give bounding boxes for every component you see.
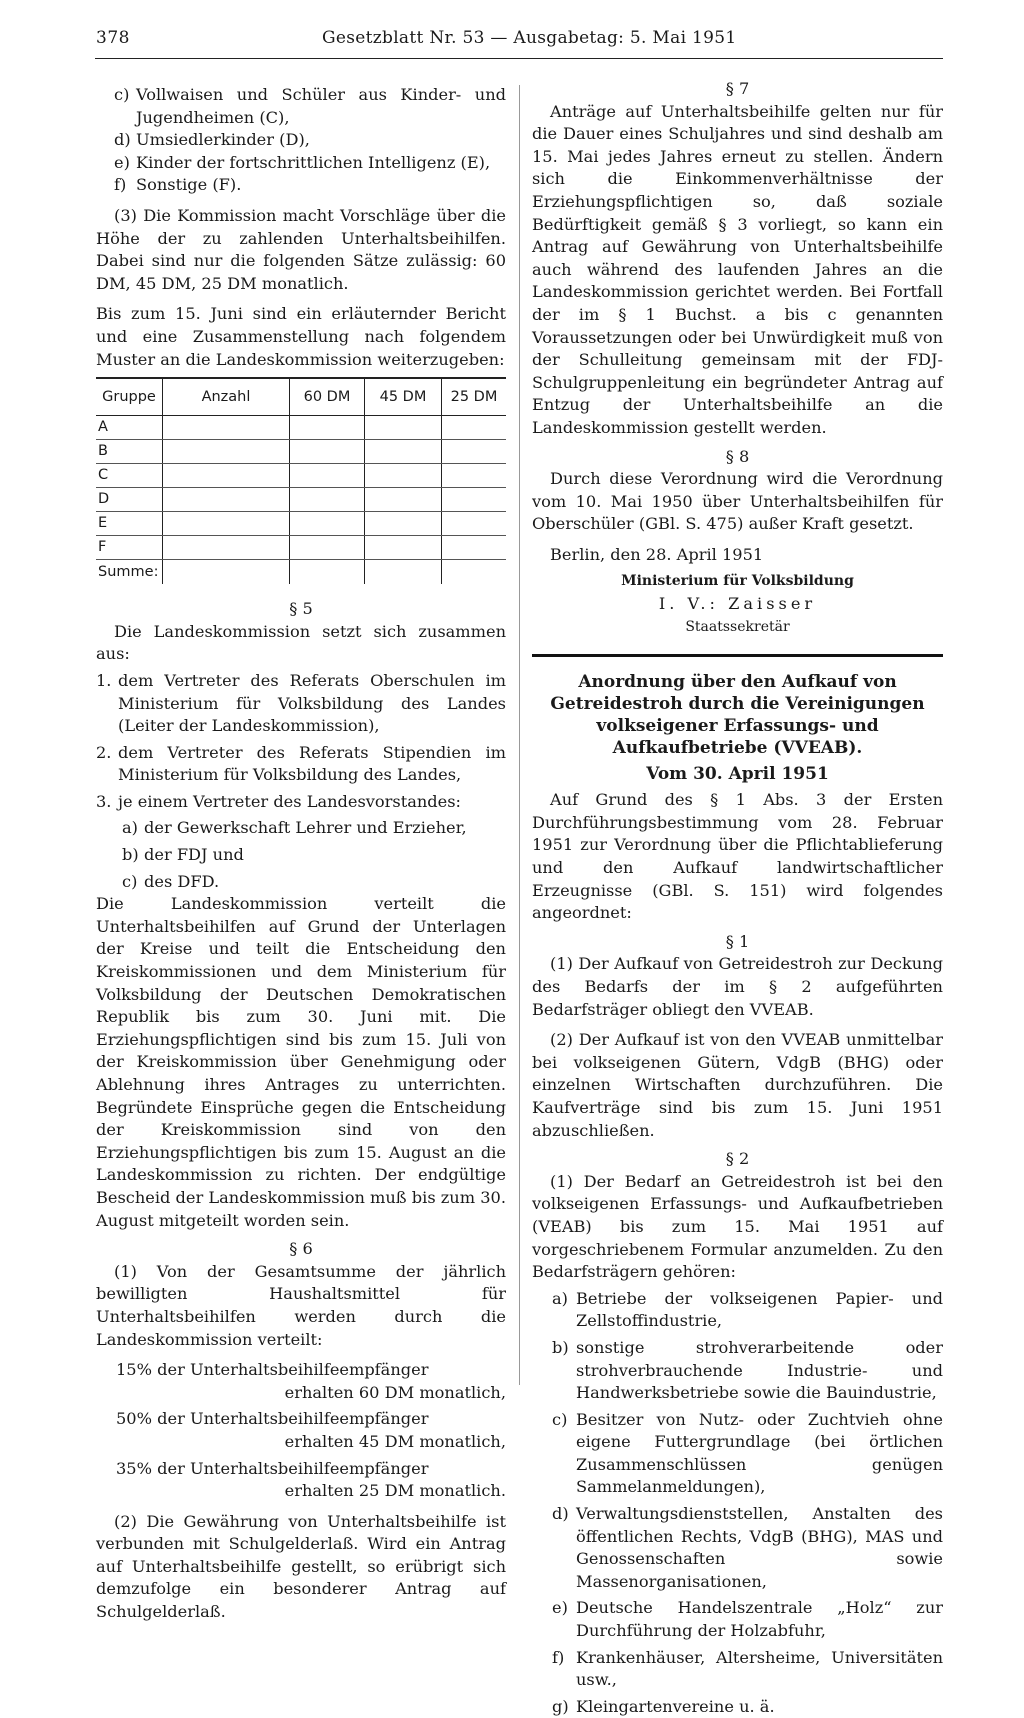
section-rule xyxy=(532,654,943,657)
list-item: c) Vollwaisen und Schüler aus Kinder- und Jugendheimen (C), xyxy=(114,85,506,127)
sub-item: b) der FDJ und xyxy=(122,845,244,865)
left-column xyxy=(96,84,506,1624)
right-column xyxy=(532,78,943,1718)
preamble: Auf Grund des § 1 Abs. 3 der Ersten Durchführungsbestimmung vom 28. Februar 1951 zur Verordnung über die Pflichtablieferung und den Aufkauf landwirtschaftlicher Erzeugnisse (GBl. S. 151) wird folgendes angeordnet: xyxy=(532,790,943,923)
sub-item: c) des DFD. xyxy=(122,871,220,891)
section-heading: § 7 xyxy=(725,79,750,98)
table-row: C xyxy=(96,464,506,488)
list-item: g) Kleingartenvereine u. ä. xyxy=(552,1696,775,1716)
table-row: A xyxy=(96,416,506,440)
quota-entry: 50% der Unterhaltsbeihilfeempfänger erhalten 45 DM monatlich, xyxy=(116,1409,506,1451)
list-item: 1. dem Vertreter des Referats Oberschulen im Ministerium für Volksbildung des Landes (Leiter der Landeskommission), xyxy=(96,670,506,736)
list-item: f) Sonstige (F). xyxy=(114,175,242,195)
table-header: 60 DM xyxy=(290,378,365,416)
table-header: 25 DM xyxy=(442,378,507,416)
list-item: e) Kinder der fortschrittlichen Intelligenz (E), xyxy=(114,152,491,172)
sub-item: a) der Gewerkschaft Lehrer und Erzieher, xyxy=(122,818,467,838)
list-item: 2. dem Vertreter des Referats Stipendien im Ministerium für Volksbildung des Landes, xyxy=(96,742,506,785)
list-item: d) Verwaltungsdienststellen, Anstalten des öffentlichen Rechts, VdgB (BHG), MAS und Genossenschaften sowie Massenorganisationen, xyxy=(552,1504,943,1591)
paragraph: Die Landeskommission setzt sich zusammen aus: xyxy=(96,621,506,664)
section-heading: § 8 xyxy=(725,446,750,466)
table-header: 45 DM xyxy=(365,378,442,416)
table-row: D xyxy=(96,488,506,512)
signer: I. V.: Zaisser xyxy=(658,594,817,614)
paragraph: (3) Die Kommission macht Vorschläge über die Höhe der zu zahlenden Unterhaltsbeihilfen. Dabei sind nur die folgenden Sätze zulässig: 60 DM, 45 DM, 25 DM monatlich. xyxy=(96,205,506,293)
table-row: F xyxy=(96,536,506,560)
document-title: Anordnung über den Aufkauf von Getreidestroh durch die Vereinigungen volkseigener Erfassungs- und Aufkaufbetriebe (VVEAB). xyxy=(550,672,925,759)
paragraph: (2) Die Gewährung von Unterhaltsbeihilfe ist verbunden mit Schulgelderlaß. Wird ein Antrag auf Unterhaltsbeihilfe gestellt, so erübrigt sich demzufolge ein besonderer Antrag auf Schulgelderlaß. xyxy=(96,1511,506,1622)
paragraph: Bis zum 15. Juni sind ein erläuternder Bericht und eine Zusammenstellung nach folgendem Muster an die Landeskommission weiterzugeben: xyxy=(96,304,506,369)
paragraph: Durch diese Verordnung wird die Verordnung vom 10. Mai 1950 über Unterhaltsbeihilfen für Oberschüler (GBl. S. 475) außer Kraft gesetzt. xyxy=(532,469,943,534)
section-heading: § 5 xyxy=(289,599,313,619)
list-item: c) Besitzer von Nutz- oder Zuchtvieh ohne eigene Futtergrundlage (bei örtlichen Zusammenschlüssen genügen Sammelanmeldungen), xyxy=(552,1409,943,1497)
place-date: Berlin, den 28. April 1951 xyxy=(550,544,764,564)
header-rule xyxy=(95,58,943,59)
paragraph: Anträge auf Unterhaltsbeihilfe gelten nur für die Dauer eines Schuljahres und sind deshalb am 15. Mai jedes Jahres erneut zu stellen. Ändern sich die Einkommenverhältnisse der Erziehungspflichtigen so, daß soziale Bedürftigkeit gemäß § 3 vorliegt, so kann ein Antrag auf Gewährung von Unterhaltsbeihilfe auch während des laufenden Jahres an die Landeskommission gerichtet werden. Bei Fortfall der im § 1 Buchst. a bis c genannten Voraussetzungen oder bei Unwürdigkeit muß von der Schulleitung gemeinsam mit der FDJ-Schulgruppenleitung ein begründeter Antrag auf Entzug der Unterhaltsbeihilfe an die Landeskommission gestellt werden. xyxy=(532,101,943,437)
section-heading: § 2 xyxy=(725,1149,750,1169)
paragraph: Die Landeskommission verteilt die Unterhaltsbeihilfen auf Grund der Unterlagen der Kreise und teilt die Entscheidung den Kreiskommissionen und dem Ministerium für Volksbildung der Deutschen Demokratischen Republik bis zum 30. Juni mit. Die Erziehungspflichtigen sind bis zum 15. Juli von der Kreiskommission über Genehmigung oder Ablehnung ihres Antrages zu unterrichten. Begründete Einsprüche gegen die Entscheidung der Kreiskommission sind von den Erziehungspflichtigen bis zum 15. August an die Landeskommission zu richten. Der endgültige Bescheid der Landeskommission muß bis zum 30. August mitgeteilt worden sein. xyxy=(96,894,506,1230)
table-row: B xyxy=(96,440,506,464)
paragraph: (1) Der Aufkauf von Getreidestroh zur Deckung des Bedarfs der im § 2 aufgeführten Bedarfsträger obliegt den VVEAB. xyxy=(532,954,943,1019)
list-item: 3. je einem Vertreter des Landesvorstandes: xyxy=(96,791,462,811)
paragraph: (1) Der Bedarf an Getreidestroh ist bei den volkseigenen Erfassungs- und Aufkaufbetrieben (VEAB) bis zum 15. Mai 1951 auf vorgeschriebenem Formular anzumelden. Zu den Bedarfsträgern gehören: xyxy=(532,1171,943,1282)
signer-role: Staatssekretär xyxy=(685,618,790,635)
paragraph: (1) Von der Gesamtsumme der jährlich bewilligten Haushaltsmittel für Unterhaltsbeihilfen werden durch die Landeskommission verteilt: xyxy=(96,1261,506,1349)
paragraph: (2) Der Aufkauf ist von den VVEAB unmittelbar bei volkseigenen Gütern, VdgB (BHG) oder einzelnen Wirtschaften durchzuführen. Die Kaufverträge sind bis zum 15. Juni 1951 abzuschließen. xyxy=(532,1030,943,1140)
ministry: Ministerium für Volksbildung xyxy=(621,573,854,590)
list-item: d) Umsiedlerkinder (D), xyxy=(114,130,310,150)
page-number: 378 xyxy=(96,28,130,48)
list-item: e) Deutsche Handelszentrale „Holz“ zur Durchführung der Holzabfuhr, xyxy=(552,1598,943,1641)
quota-entry: 15% der Unterhaltsbeihilfeempfänger erhalten 60 DM monatlich, xyxy=(116,1360,506,1402)
list-item: b) sonstige strohverarbeitende oder strohverbrauchende Industrie- und Handwerksbetriebe sowie die Bauindustrie, xyxy=(552,1337,943,1403)
section-heading: § 6 xyxy=(289,1239,313,1259)
running-head: Gesetzblatt Nr. 53 — Ausgabetag: 5. Mai 1951 xyxy=(322,28,737,48)
muster-table xyxy=(96,377,506,584)
document-date: Vom 30. April 1951 xyxy=(646,764,829,785)
table-header: Gruppe xyxy=(96,378,163,416)
table-row: E xyxy=(96,512,506,536)
section-heading: § 1 xyxy=(725,931,750,951)
column-divider xyxy=(519,85,520,1385)
quota-entry: 35% der Unterhaltsbeihilfeempfänger erhalten 25 DM monatlich. xyxy=(116,1458,506,1501)
list-item: f) Krankenhäuser, Altersheime, Universitäten usw., xyxy=(552,1647,943,1690)
list-item: a) Betriebe der volkseigenen Papier- und Zellstoffindustrie, xyxy=(552,1288,943,1331)
table-sum-row: Summe: xyxy=(96,560,506,585)
table-header: Anzahl xyxy=(163,378,290,416)
